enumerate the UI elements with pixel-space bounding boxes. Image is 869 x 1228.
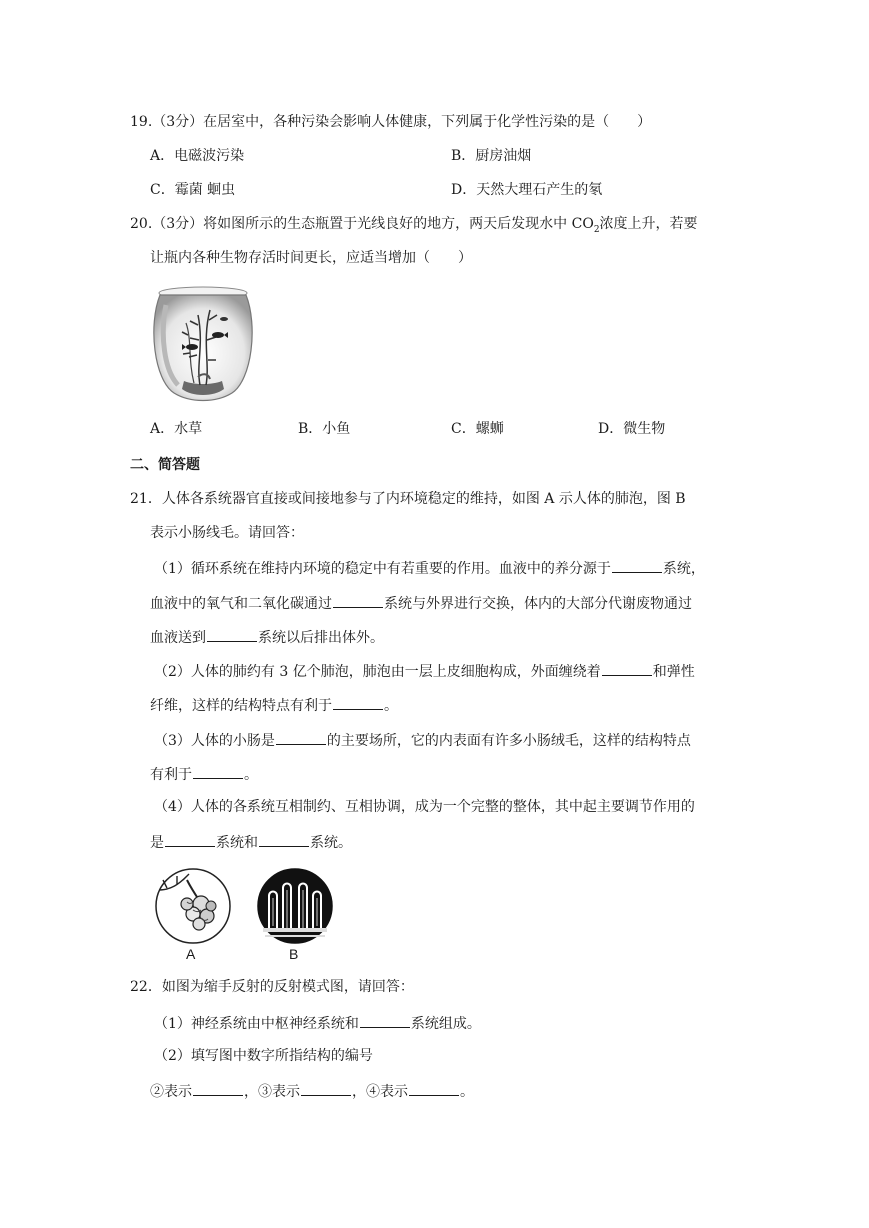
q22-p3-text-b: ，③表示 — [244, 1084, 300, 1100]
q22-p2: （2）填写图中数字所指结构的编号 — [154, 1048, 373, 1064]
q21-p1-text-c: 血液中的氧气和二氧化碳通过 — [150, 596, 332, 612]
q22-p3-text-a: ②表示 — [150, 1084, 192, 1100]
answer-blank[interactable] — [333, 695, 383, 710]
q21-p4-text-d: 系统。 — [310, 835, 352, 851]
q20-stem-b: 浓度上升，若要 — [599, 216, 698, 232]
q21-p3-line2 — [150, 764, 258, 784]
alveoli-figure-a — [153, 866, 233, 946]
answer-blank[interactable] — [165, 832, 215, 847]
q21-p4-text-b: 是 — [150, 835, 164, 851]
q20-option-a: A．水草 — [150, 421, 203, 437]
ecological-bottle-figure — [152, 285, 254, 403]
q21-p3-text-b: 的主要场所，它的内表面有许多小肠绒毛，这样的结构特点 — [326, 733, 691, 749]
q21-p1-line1 — [154, 558, 705, 578]
q22-p1-text-a: （1）神经系统由中枢神经系统和 — [154, 1016, 359, 1032]
q21-p2-line1 — [154, 661, 695, 681]
q21-p2-text-c: 纤维，这样的结构特点有利于 — [150, 698, 332, 714]
q20-option-b: B．小鱼 — [298, 421, 351, 437]
q21-p3-text-d: 。 — [244, 767, 258, 783]
figure-a-label: A — [186, 946, 196, 962]
answer-blank[interactable] — [409, 1081, 459, 1096]
q22-p1 — [154, 1013, 481, 1033]
q19-option-c: C．霉菌 蛔虫 — [150, 182, 236, 198]
q21-p2-text-a: （2）人体的肺约有 3 亿个肺泡，肺泡由一层上皮细胞构成，外面缠绕着 — [154, 664, 601, 680]
answer-blank[interactable] — [602, 661, 652, 676]
q21-p2-text-b: 和弹性 — [652, 664, 695, 680]
answer-blank[interactable] — [360, 1013, 410, 1028]
q21-p1-text-b: 系统， — [662, 561, 705, 577]
q20-option-c: C．螺蛳 — [451, 421, 504, 437]
q19-option-d: D．天然大理石产生的氡 — [451, 182, 603, 198]
q20-stem — [130, 215, 698, 239]
q22-p1-text-b: 系统组成。 — [410, 1016, 481, 1032]
q21-p3-text-c: 有利于 — [150, 767, 192, 783]
q19-option-b: B．厨房油烟 — [451, 148, 532, 164]
q20-stem-line2: 让瓶内各种生物存活时间更长，应适当增加（ ） — [150, 250, 472, 266]
q22-stem: 22．如图为缩手反射的反射模式图，请回答： — [130, 979, 414, 995]
q21-p1-line2 — [150, 593, 692, 613]
q20-stem-a: 20.（3分）将如图所示的生态瓶置于光线良好的地方，两天后发现水中 CO — [130, 216, 594, 232]
figure-b-label: B — [289, 946, 299, 962]
answer-blank[interactable] — [612, 558, 662, 573]
q19-option-a: A．电磁波污染 — [150, 148, 245, 164]
q20-option-d: D．微生物 — [598, 421, 666, 437]
answer-blank[interactable] — [259, 832, 309, 847]
q21-p4-text-c: 系统和 — [216, 835, 258, 851]
q22-p3-text-c: ，④表示 — [352, 1084, 408, 1100]
q21-p1-text-a: （1）循环系统在维持内环境的稳定中有若重要的作用。血液中的养分源于 — [154, 561, 611, 577]
section-title-short-answer: 二、简答题 — [130, 457, 200, 473]
q21-p3-text-a: （3）人体的小肠是 — [154, 733, 275, 749]
q21-stem-line1: 21．人体各系统器官直接或间接地参与了内环境稳定的维持，如图 A 示人体的肺泡，图 B — [130, 491, 686, 507]
q22-p3 — [150, 1081, 474, 1101]
q21-p4-line2 — [150, 832, 352, 852]
q21-p1-text-e: 血液送到 — [150, 630, 206, 646]
answer-blank[interactable] — [333, 593, 383, 608]
q21-p3-line1 — [154, 730, 691, 750]
answer-blank[interactable] — [301, 1081, 351, 1096]
answer-blank[interactable] — [207, 627, 257, 642]
q21-p4-line1: （4）人体的各系统互相制约、互相协调，成为一个完整的整体，其中起主要调节作用的 — [154, 799, 695, 815]
q21-p1-text-f: 系统以后排出体外。 — [258, 630, 384, 646]
q21-stem-line2: 表示小肠线毛。请回答： — [150, 525, 304, 541]
q21-p2-text-d: 。 — [384, 698, 398, 714]
q21-p2-line2 — [150, 695, 398, 715]
co2-subscript: 2 — [593, 224, 600, 235]
answer-blank[interactable] — [276, 730, 326, 745]
q21-p1-text-d: 系统与外界进行交换，体内的大部分代谢废物通过 — [384, 596, 692, 612]
answer-blank[interactable] — [193, 1081, 243, 1096]
q22-p3-text-d: 。 — [460, 1084, 474, 1100]
villi-figure-b — [255, 866, 335, 946]
answer-blank[interactable] — [193, 764, 243, 779]
q19-stem: 19.（3分）在居室中，各种污染会影响人体健康，下列属于化学性污染的是（ ） — [130, 114, 652, 130]
q21-p1-line3 — [150, 627, 384, 647]
